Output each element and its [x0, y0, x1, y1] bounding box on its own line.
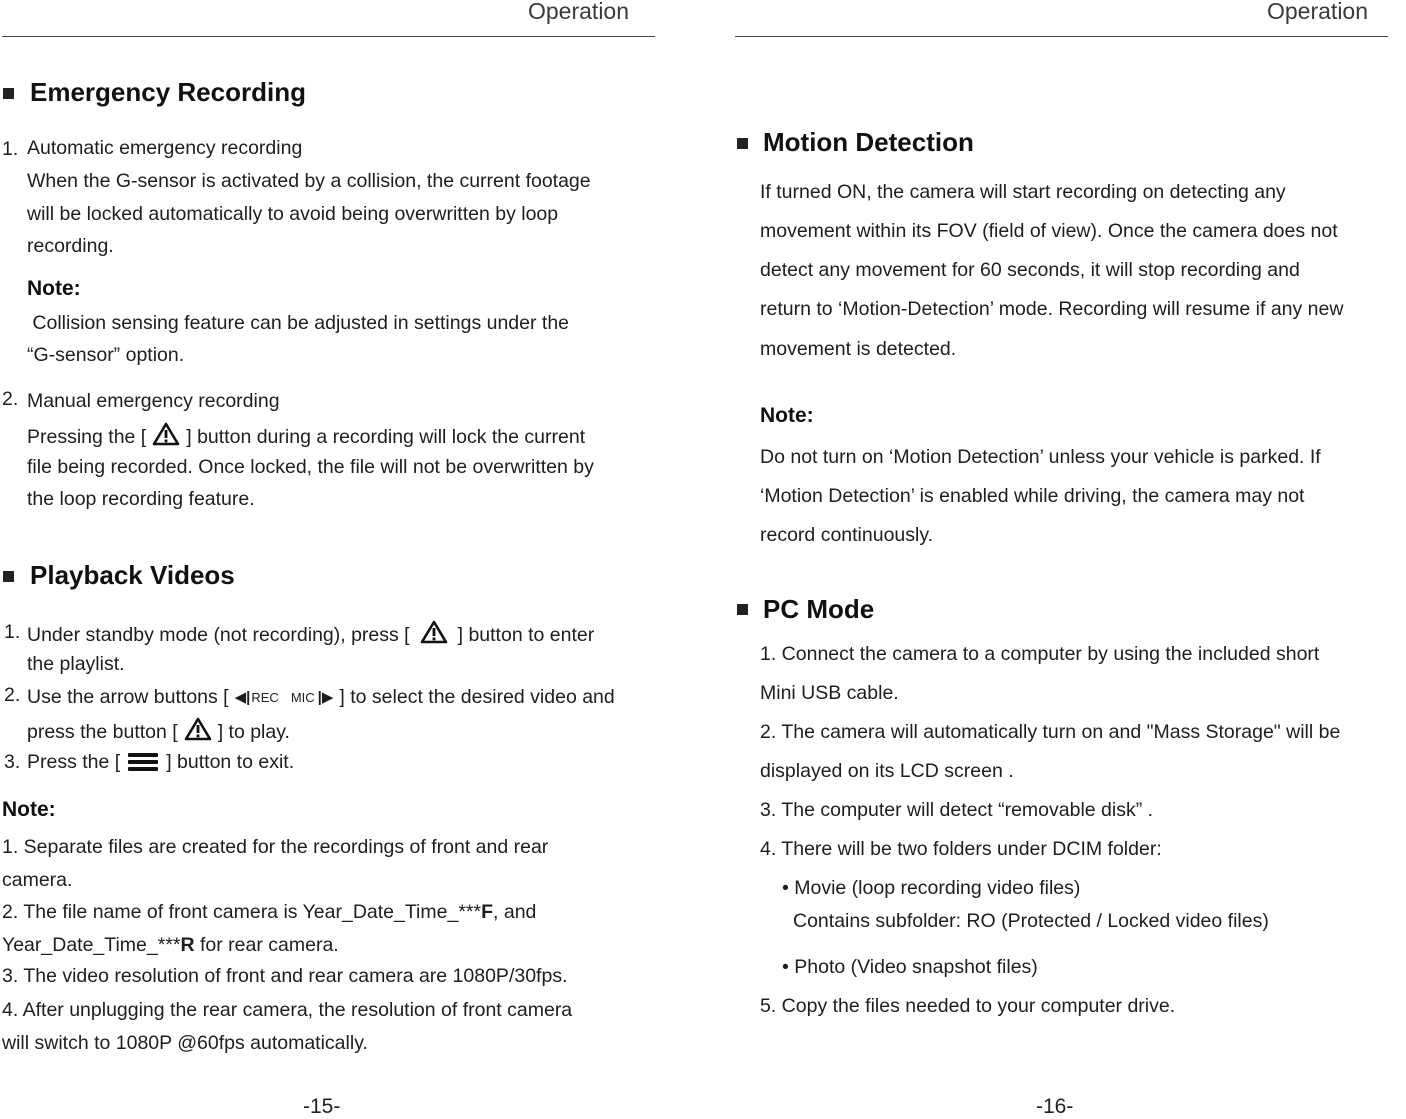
- bullet-item: • Photo (Video snapshot files): [782, 956, 1038, 978]
- text-span: , and: [493, 901, 537, 923]
- paragraph-line: the loop recording feature.: [27, 488, 255, 510]
- paragraph-line: Do not turn on ‘Motion Detection’ unless your vehicle is parked. If: [760, 446, 1321, 468]
- page-number: -16-: [1036, 1095, 1074, 1118]
- text-span: 2. The file name of front camera is Year_Date_Time_***: [2, 901, 482, 923]
- text-span: ] button to exit.: [166, 751, 295, 773]
- bold-suffix: R: [180, 934, 195, 956]
- arrow-buttons-icon: [235, 686, 334, 710]
- paragraph-line: If turned ON, the camera will start recording on detecting any: [760, 181, 1286, 203]
- paragraph-line: displayed on its LCD screen .: [760, 760, 1014, 782]
- paragraph-line: return to ‘Motion-Detection’ mode. Recording will resume if any new: [760, 298, 1344, 320]
- paragraph-line: file being recorded. Once locked, the file will not be overwritten by: [27, 456, 594, 478]
- section-bullet-icon: [737, 138, 748, 149]
- paragraph-line: record continuously.: [760, 524, 934, 546]
- text-span: Year_Date_Time_***: [2, 934, 181, 956]
- paragraph-line: [27, 750, 294, 774]
- text-span: Use the arrow buttons [: [27, 686, 229, 708]
- right-header-rule: [735, 36, 1388, 37]
- text-span: Under standby mode (not recording), press [: [27, 624, 410, 646]
- motion-detection-title: Motion Detection: [763, 127, 974, 157]
- bold-suffix: F: [481, 901, 494, 923]
- paragraph-line: 5. Copy the files needed to your computer drive.: [760, 995, 1176, 1017]
- paragraph-line: recording.: [27, 235, 114, 257]
- left-header-rule: [2, 36, 655, 37]
- text-span: ] to play.: [217, 721, 290, 743]
- section-bullet-icon: [3, 88, 14, 99]
- text-span: Press the [: [27, 751, 121, 773]
- text-span: for rear camera.: [194, 934, 339, 956]
- paragraph-line: [27, 620, 594, 647]
- text-span: Pressing the [: [27, 426, 147, 448]
- bullet-item: • Movie (loop recording video files): [782, 877, 1081, 899]
- paragraph-line: [2, 900, 536, 924]
- paragraph-line: 4. There will be two folders under DCIM folder:: [760, 838, 1162, 860]
- paragraph-line: [27, 685, 615, 710]
- note-label: Note:: [760, 404, 814, 427]
- playback-videos-title: Playback Videos: [30, 560, 235, 590]
- paragraph-line: movement is detected.: [760, 338, 957, 360]
- separator-bar: |: [246, 689, 251, 706]
- text-span: press the button [: [27, 721, 178, 743]
- paragraph-line: 2. The camera will automatically turn on and "Mass Storage" will be: [760, 721, 1341, 743]
- list-number: 2.: [2, 388, 19, 410]
- item-title: Automatic emergency recording: [27, 137, 303, 159]
- text-span: ] to select the desired video and: [339, 686, 615, 708]
- list-number: 1.: [2, 138, 19, 160]
- paragraph-line: [2, 933, 339, 957]
- list-number: 1.: [4, 621, 21, 643]
- mic-label: MIC: [290, 690, 315, 705]
- pc-mode-title: PC Mode: [763, 594, 875, 624]
- paragraph-line: 4. After unplugging the rear camera, the resolution of front camera: [2, 999, 573, 1021]
- text-span: ] button to enter: [457, 624, 595, 646]
- emergency-recording-title: Emergency Recording: [30, 77, 306, 107]
- paragraph-line: 1. Separate files are created for the recordings of front and rear: [2, 836, 549, 858]
- right-page-header: Operation: [1267, 0, 1369, 24]
- menu-icon: [128, 753, 158, 771]
- section-bullet-icon: [737, 604, 748, 615]
- paragraph-line: Collision sensing feature can be adjusted in settings under the: [27, 312, 570, 334]
- paragraph-line: will be locked automatically to avoid being overwritten by loop: [27, 203, 559, 225]
- list-number: 2.: [4, 684, 21, 706]
- paragraph-line: the playlist.: [27, 653, 125, 675]
- paragraph-line: movement within its FOV (field of view). Once the camera does not: [760, 220, 1338, 242]
- note-label: Note:: [2, 798, 56, 821]
- item-title: Manual emergency recording: [27, 390, 280, 412]
- emergency-warning-icon: [152, 422, 180, 446]
- paragraph-line: [27, 717, 290, 744]
- paragraph-line: 3. The video resolution of front and rear camera are 1080P/30fps.: [2, 965, 568, 987]
- page-number: -15-: [303, 1095, 341, 1118]
- section-bullet-icon: [3, 571, 14, 582]
- rec-label: REC: [251, 690, 279, 705]
- right-arrow-icon: ▶: [321, 689, 334, 706]
- paragraph-line: When the G-sensor is activated by a collision, the current footage: [27, 170, 591, 192]
- emergency-warning-icon: [184, 717, 212, 741]
- note-label: Note:: [27, 277, 81, 300]
- paragraph-line: will switch to 1080P @60fps automatically.: [2, 1032, 368, 1054]
- left-page-header: Operation: [528, 0, 630, 24]
- paragraph-line: Mini USB cable.: [760, 682, 899, 704]
- paragraph-line: [27, 422, 585, 449]
- paragraph-line: detect any movement for 60 seconds, it will stop recording and: [760, 259, 1300, 281]
- paragraph-line: 3. The computer will detect “removable disk” .: [760, 799, 1154, 821]
- paragraph-line: ‘Motion Detection’ is enabled while driving, the camera may not: [760, 485, 1305, 507]
- text-span: ] button during a recording will lock the current: [186, 426, 586, 448]
- list-number: 3.: [4, 751, 21, 773]
- emergency-warning-icon: [420, 620, 448, 644]
- separator-bar: |: [317, 689, 322, 706]
- left-arrow-icon: ◀: [234, 689, 247, 706]
- paragraph-line: 1. Connect the camera to a computer by using the included short: [760, 643, 1320, 665]
- paragraph-line: “G-sensor” option.: [27, 344, 185, 366]
- paragraph-line: camera.: [2, 869, 73, 891]
- bullet-subline: Contains subfolder: RO (Protected / Locked video files): [793, 910, 1269, 932]
